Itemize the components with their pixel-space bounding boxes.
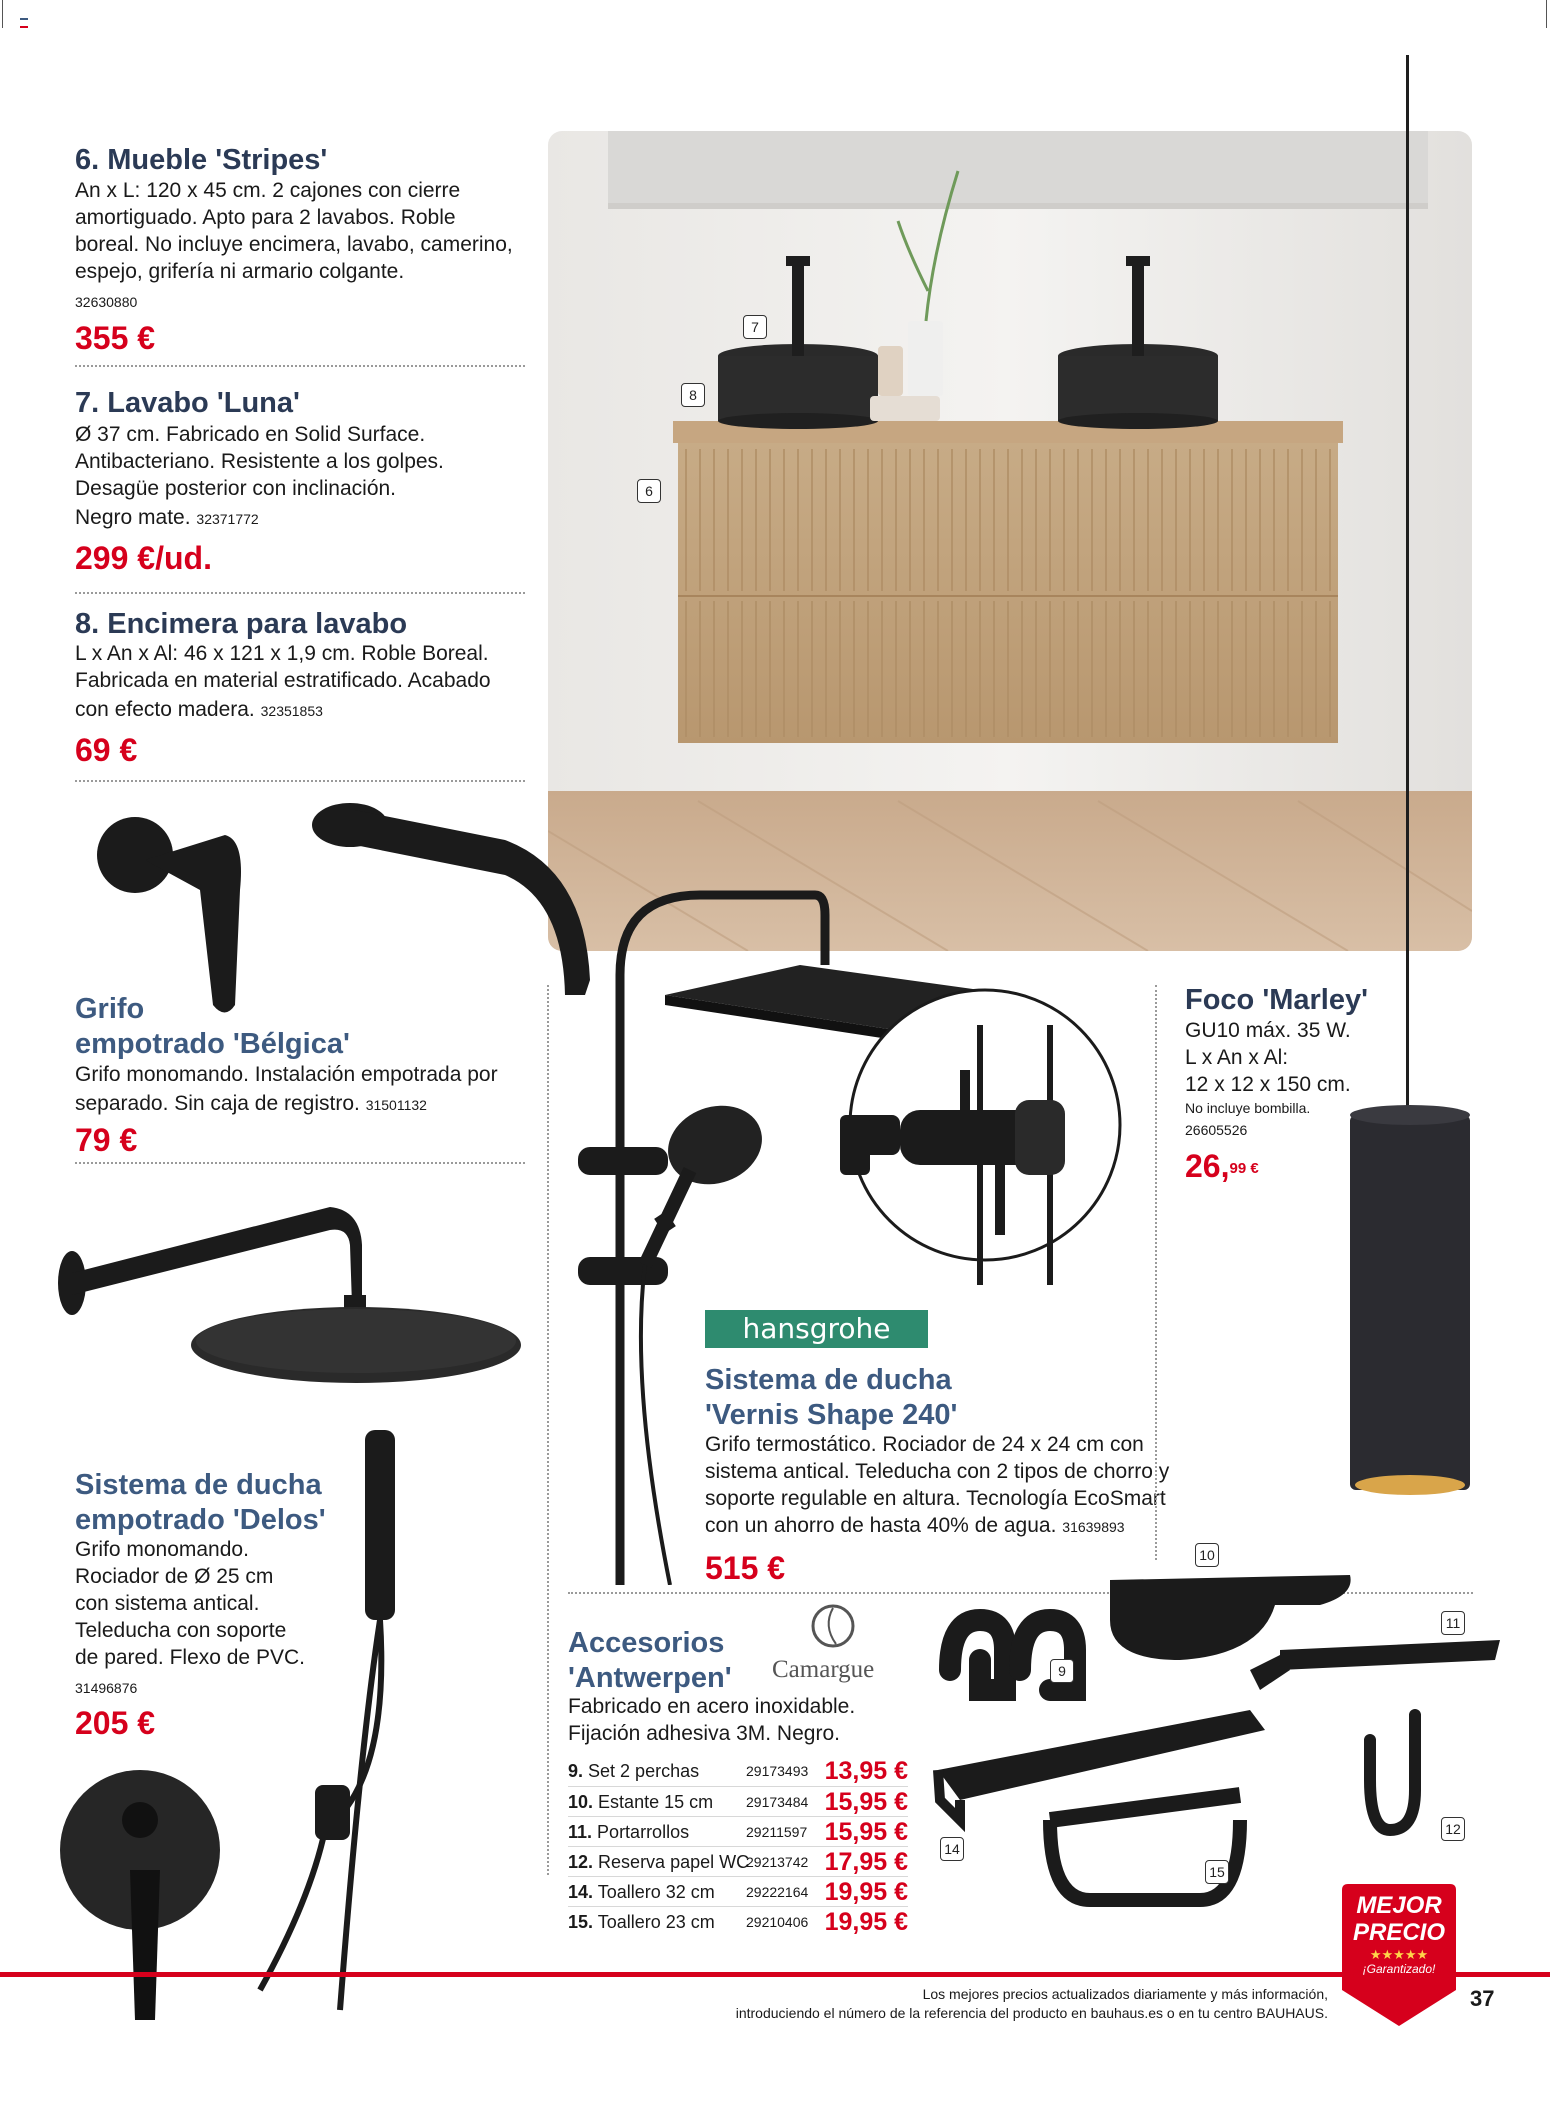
acc-price: 15,95 € <box>824 1818 908 1846</box>
product-6-title: 6. Mueble 'Stripes' <box>75 144 328 176</box>
foco-note: No incluye bombilla. <box>1185 1100 1311 1116</box>
vernis-desc-1: Grifo termostático. Rociador de 24 x 24 cm con <box>705 1433 1144 1456</box>
delos-desc-2: Rociador de Ø 25 cm <box>75 1565 274 1588</box>
foco-desc-3: 12 x 12 x 150 cm. <box>1185 1073 1351 1096</box>
vernis-desc-4 <box>705 1512 1125 1541</box>
vertical-divider-right <box>1155 985 1157 1560</box>
acc-ref: 29222164 <box>746 1884 809 1900</box>
foco-price-int: 26, <box>1185 1148 1230 1184</box>
antwerpen-title-2: 'Antwerpen' <box>568 1662 732 1694</box>
accessory-row <box>568 1906 908 1937</box>
acc-ref: 29213742 <box>746 1854 809 1870</box>
product-8-desc-1: L x An x Al: 46 x 121 x 1,9 cm. Roble Boreal. <box>75 642 489 665</box>
product-7-desc-3: Desagüe posterior con inclinación. <box>75 477 397 500</box>
acc-name: Estante 15 cm <box>598 1792 714 1812</box>
product-7-ref: 32371772 <box>196 511 259 527</box>
product-7-desc-2: Antibacteriano. Resistente a los golpes. <box>75 450 444 473</box>
badge-stars: ★★★★★ <box>1369 1947 1429 1962</box>
callout-6: 6 <box>637 479 661 503</box>
grifo-desc-2-text: separado. Sin caja de registro. <box>75 1092 360 1115</box>
delos-desc-3: con sistema antical. <box>75 1592 260 1615</box>
antwerpen-title-1: Accesorios <box>568 1627 725 1659</box>
accessory-row <box>568 1786 908 1817</box>
vernis-desc-2: sistema antical. Teleducha con 2 tipos de chorro y <box>705 1460 1170 1483</box>
acc-num: 9. <box>568 1761 584 1781</box>
acc-ref: 29173484 <box>746 1794 809 1810</box>
accessory-row <box>568 1846 908 1877</box>
badge-line-1: MEJOR <box>1356 1892 1442 1919</box>
acc-num: 10. <box>568 1792 594 1812</box>
product-8-desc-last: con efecto madera. <box>75 698 255 721</box>
callout-10: 10 <box>1195 1543 1219 1567</box>
grifo-title-2: empotrado 'Bélgica' <box>75 1028 350 1060</box>
camargue-logo-text: Camargue <box>772 1656 875 1683</box>
acc-price: 19,95 € <box>824 1908 908 1936</box>
callout-9: 9 <box>1050 1659 1074 1683</box>
acc-name: Portarrollos <box>597 1822 690 1842</box>
badge-line-3: ¡Garantizado! <box>1362 1962 1436 1976</box>
acc-price: 19,95 € <box>824 1878 908 1906</box>
product-8-desc-3 <box>75 696 323 725</box>
product-6-desc-1: An x L: 120 x 45 cm. 2 cajones con cierre <box>75 179 461 202</box>
delos-price: 205 € <box>75 1705 156 1741</box>
bottom-rule <box>0 1972 1550 1977</box>
product-6-ref: 32630880 <box>75 294 138 310</box>
pendant-cable <box>1406 55 1409 1115</box>
acc-num: 15. <box>568 1912 594 1932</box>
acc-ref: 29210406 <box>746 1914 809 1930</box>
vertical-divider <box>547 985 549 1875</box>
product-6-desc-4: espejo, grifería ni armario colgante. <box>75 260 405 283</box>
foco-price <box>1185 1148 1259 1184</box>
delos-desc-4: Teleducha con soporte <box>75 1619 287 1642</box>
callout-11: 11 <box>1441 1611 1465 1635</box>
product-7-desc-1: Ø 37 cm. Fabricado en Solid Surface. <box>75 423 426 446</box>
delos-desc-5: de pared. Flexo de PVC. <box>75 1646 305 1669</box>
callout-14: 14 <box>940 1837 964 1861</box>
grifo-ref: 31501132 <box>365 1097 427 1113</box>
product-8-price: 69 € <box>75 732 138 768</box>
acc-name: Reserva papel WC <box>598 1852 750 1872</box>
divider <box>75 1162 525 1164</box>
delos-title-2: empotrado 'Delos' <box>75 1504 326 1536</box>
grifo-price: 79 € <box>75 1122 138 1158</box>
callout-12: 12 <box>1441 1817 1465 1841</box>
camargue-logo-icon <box>808 1596 858 1654</box>
vernis-price: 515 € <box>705 1550 786 1586</box>
acc-ref: 29211597 <box>746 1824 808 1840</box>
acc-ref: 29173493 <box>746 1763 809 1779</box>
callout-15: 15 <box>1205 1860 1229 1884</box>
divider <box>75 365 525 367</box>
page-number: 37 <box>1470 1986 1495 2011</box>
vernis-ref: 31639893 <box>1062 1519 1125 1535</box>
delos-ref: 31496876 <box>75 1680 138 1696</box>
vernis-title-1: Sistema de ducha <box>705 1364 952 1396</box>
delos-title-1: Sistema de ducha <box>75 1469 322 1501</box>
product-7-desc-4 <box>75 504 259 533</box>
product-6-desc-3: boreal. No incluye encimera, lavabo, camerino, <box>75 233 513 256</box>
product-7-price: 299 €/ud. <box>75 540 212 576</box>
acc-num: 14. <box>568 1882 594 1902</box>
acc-name: Toallero 23 cm <box>597 1912 715 1932</box>
callout-8: 8 <box>681 383 705 407</box>
antwerpen-desc-1: Fabricado en acero inoxidable. <box>568 1695 856 1718</box>
vernis-desc-3: soporte regulable en altura. Tecnología EcoSmart <box>705 1487 1166 1510</box>
accessory-row <box>568 1816 908 1847</box>
foco-title: Foco 'Marley' <box>1185 984 1369 1016</box>
foco-desc-2: L x An x Al: <box>1185 1046 1289 1069</box>
badge-line-2: PRECIO <box>1352 1919 1445 1946</box>
acc-num: 11. <box>568 1822 593 1842</box>
shower-head-image <box>30 1185 530 1390</box>
grifo-title-1: Grifo <box>75 993 145 1025</box>
acc-price: 17,95 € <box>824 1848 908 1876</box>
product-7-title: 7. Lavabo 'Luna' <box>75 387 300 419</box>
product-6-desc-2: amortiguado. Apto para 2 lavabos. Roble <box>75 206 456 229</box>
footer-line-2: introduciendo el número de la referencia del producto en bauhaus.es o en tu centro BAUHAUS. <box>735 2005 1328 2021</box>
accessory-row <box>568 1876 908 1907</box>
thermostat-detail <box>830 1055 1120 1235</box>
crop-line-right <box>1546 0 1547 28</box>
product-8-desc-2: Fabricada en material estratificado. Acabado <box>75 669 491 692</box>
corner-mark <box>20 18 28 28</box>
product-8-ref: 32351853 <box>260 703 323 719</box>
acc-price: 15,95 € <box>824 1788 908 1816</box>
product-7-desc-last: Negro mate. <box>75 506 191 529</box>
footer-line-1: Los mejores precios actualizados diariamente y más información, <box>922 1986 1328 2002</box>
crop-line-left <box>2 0 3 28</box>
hansgrohe-logo: hansgrohe <box>705 1310 928 1348</box>
acc-name: Toallero 32 cm <box>597 1882 715 1902</box>
foco-ref: 26605526 <box>1185 1122 1248 1138</box>
delos-desc-1: Grifo monomando. <box>75 1538 249 1561</box>
vernis-title-2: 'Vernis Shape 240' <box>705 1399 958 1431</box>
callout-7: 7 <box>743 315 767 339</box>
acc-price: 13,95 € <box>824 1757 908 1785</box>
product-8-title: 8. Encimera para lavabo <box>75 608 408 640</box>
product-6-price: 355 € <box>75 320 156 356</box>
bathroom-photo <box>548 131 1472 951</box>
grifo-desc-2 <box>75 1090 427 1119</box>
pendant-lamp-image <box>1340 1100 1480 1500</box>
foco-desc-1: GU10 máx. 35 W. <box>1185 1019 1351 1042</box>
grifo-desc-1: Grifo monomando. Instalación empotrada por <box>75 1063 498 1086</box>
acc-name: Set 2 perchas <box>588 1761 700 1781</box>
bathroom-illustration <box>548 131 1472 951</box>
accessory-row <box>568 1756 908 1786</box>
faucet-image <box>85 780 605 1030</box>
acc-num: 12. <box>568 1852 594 1872</box>
delos-valve-and-handshower <box>60 1430 460 2030</box>
vernis-desc-last: con un ahorro de hasta 40% de agua. <box>705 1514 1057 1537</box>
divider <box>75 592 525 594</box>
antwerpen-desc-2: Fijación adhesiva 3M. Negro. <box>568 1722 840 1745</box>
foco-price-dec: 99 € <box>1229 1160 1259 1177</box>
